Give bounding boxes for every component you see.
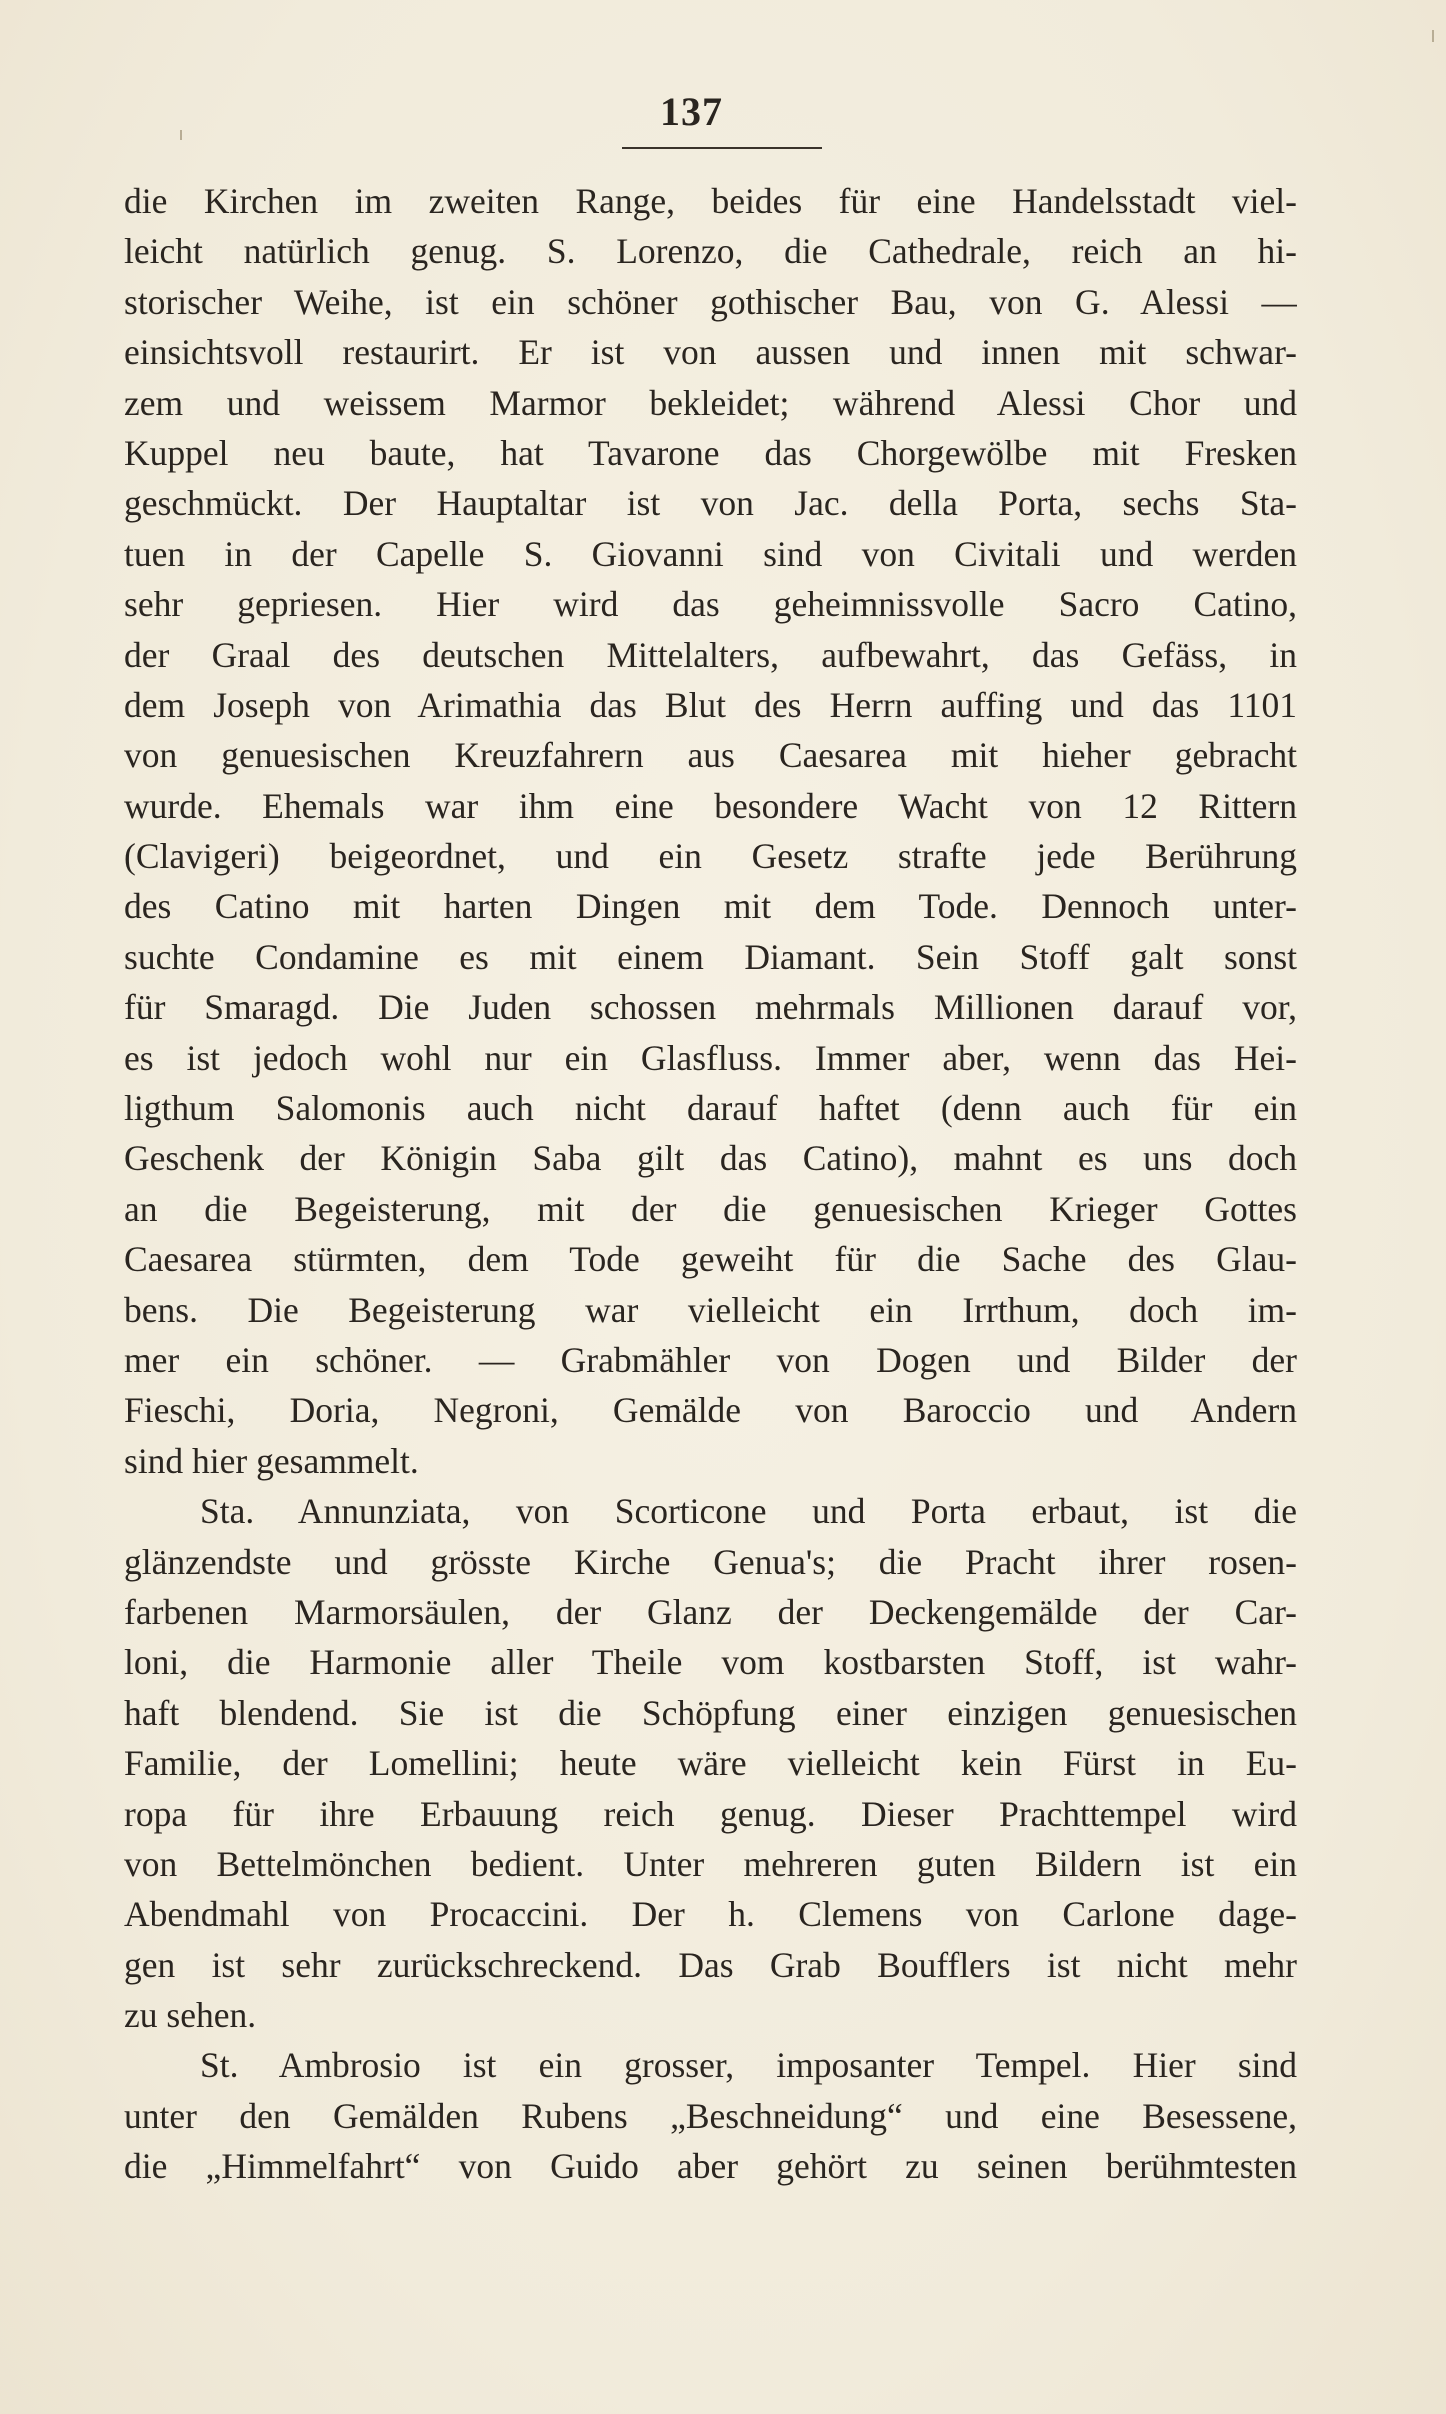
paragraph-start-line: Sta. Annunziata, von Scorticone und Porta erbaut, ist die — [200, 1491, 1297, 1532]
paragraph-end-line: zu sehen. — [124, 1995, 257, 2036]
page-number: 137 — [660, 89, 723, 134]
paragraph-start-line: St. Ambrosio ist ein grosser, imposanter Tempel. Hier sind — [200, 2045, 1297, 2086]
text-line: farbenen Marmorsäulen, der Glanz der Deckengemälde der Car- — [124, 1591, 1297, 1632]
text-line: bens. Die Begeisterung war vielleicht ein Irrthum, doch im- — [124, 1289, 1297, 1330]
text-line: von Bettelmönchen bedient. Unter mehreren guten Bildern ist ein — [124, 1843, 1297, 1884]
text-line: mer ein schöner. — Grabmähler von Dogen und Bilder der — [124, 1339, 1297, 1380]
text-line: einsichtsvoll restaurirt. Er ist von aussen und innen mit schwar- — [124, 332, 1297, 373]
page-number-rule — [622, 147, 822, 149]
text-line: geschmückt. Der Hauptaltar ist von Jac. della Porta, sechs Sta- — [124, 483, 1297, 524]
text-line: Fieschi, Doria, Negroni, Gemälde von Baroccio und Andern — [124, 1390, 1297, 1431]
text-line: unter den Gemälden Rubens „Beschneidung“ und eine Besessene, — [124, 2095, 1297, 2136]
text-line: es ist jedoch wohl nur ein Glasfluss. Immer aber, wenn das Hei- — [124, 1037, 1297, 1078]
text-line: die „Himmelfahrt“ von Guido aber gehört zu seinen berühmtesten — [124, 2146, 1297, 2187]
text-line: Abendmahl von Procaccini. Der h. Clemens von Carlone dage- — [124, 1894, 1297, 1935]
text-line: gen ist sehr zurückschreckend. Das Grab Boufflers ist nicht mehr — [124, 1944, 1297, 1985]
margin-speck — [180, 130, 182, 140]
margin-speck — [1432, 30, 1434, 42]
text-line: sehr gepriesen. Hier wird das geheimnissvolle Sacro Catino, — [124, 584, 1297, 625]
text-line: zem und weissem Marmor bekleidet; während Alessi Chor und — [124, 382, 1297, 423]
text-line: die Kirchen im zweiten Range, beides für eine Handelsstadt viel- — [124, 181, 1297, 221]
text-line: ligthum Salomonis auch nicht darauf haftet (denn auch für ein — [124, 1088, 1297, 1129]
text-line: loni, die Harmonie aller Theile vom kostbarsten Stoff, ist wahr- — [124, 1642, 1297, 1683]
body-text — [124, 176, 1297, 2192]
text-line: leicht natürlich genug. S. Lorenzo, die Cathedrale, reich an hi- — [124, 231, 1297, 272]
text-line: für Smaragd. Die Juden schossen mehrmals Millionen darauf vor, — [124, 987, 1297, 1028]
text-line: von genuesischen Kreuzfahrern aus Caesarea mit hieher gebracht — [124, 735, 1297, 776]
text-line: wurde. Ehemals war ihm eine besondere Wacht von 12 Rittern — [124, 785, 1297, 826]
text-line: tuen in der Capelle S. Giovanni sind von Civitali und werden — [124, 533, 1297, 574]
text-line: suchte Condamine es mit einem Diamant. Sein Stoff galt sonst — [124, 936, 1297, 977]
text-line: glänzendste und grösste Kirche Genua's; die Pracht ihrer rosen- — [124, 1541, 1297, 1582]
paragraph-end-line: sind hier gesammelt. — [124, 1440, 419, 1481]
text-line: haft blendend. Sie ist die Schöpfung einer einzigen genuesischen — [124, 1692, 1297, 1733]
text-line: Familie, der Lomellini; heute wäre vielleicht kein Fürst in Eu- — [124, 1743, 1297, 1784]
text-line: Geschenk der Königin Saba gilt das Catino), mahnt es uns doch — [124, 1138, 1297, 1179]
text-line: Kuppel neu baute, hat Tavarone das Chorgewölbe mit Fresken — [124, 432, 1297, 473]
text-line: der Graal des deutschen Mittelalters, aufbewahrt, das Gefäss, in — [124, 634, 1297, 675]
text-line: dem Joseph von Arimathia das Blut des Herrn auffing und das 1101 — [124, 684, 1297, 725]
text-line: Caesarea stürmten, dem Tode geweiht für die Sache des Glau- — [124, 1239, 1297, 1280]
text-line: (Clavigeri) beigeordnet, und ein Gesetz strafte jede Berührung — [124, 836, 1297, 877]
text-line: ropa für ihre Erbauung reich genug. Dieser Prachttempel wird — [124, 1793, 1297, 1834]
text-line: des Catino mit harten Dingen mit dem Tode. Dennoch unter- — [124, 886, 1297, 927]
text-line: an die Begeisterung, mit der die genuesischen Krieger Gottes — [124, 1188, 1297, 1229]
text-line: storischer Weihe, ist ein schöner gothischer Bau, von G. Alessi — — [124, 281, 1297, 322]
